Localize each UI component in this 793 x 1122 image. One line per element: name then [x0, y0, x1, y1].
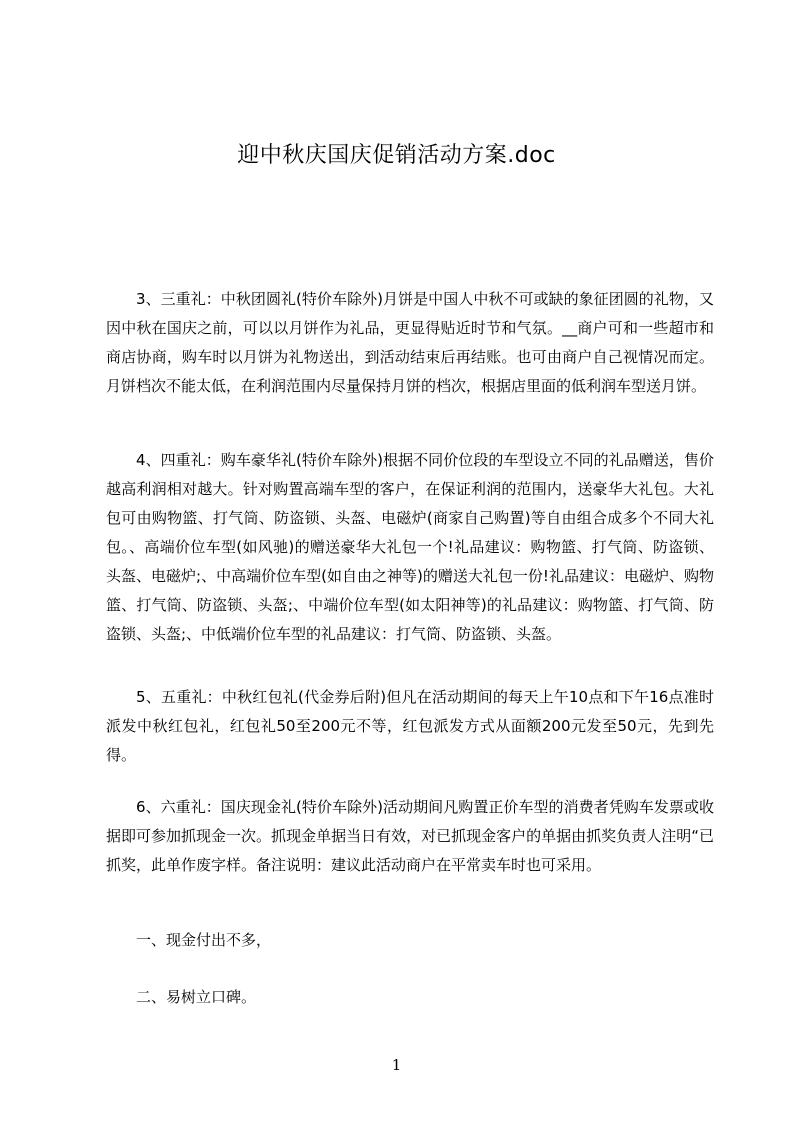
paragraph-four-gifts: 4、四重礼：购车豪华礼(特价车除外)根据不同价位段的车型设立不同的礼品赠送，售价越高利润相对越大。针对购置高端车型的客户，在保证利润的范围内，送豪华大礼包。大礼包可由购物篮、打气筒、防盗锁、头盔、电磁炉(商家自己购置)等自由组合成多个不同大礼包。、高端价位车型(如风驰)的赠送豪华大礼包一个!礼品建议：购物篮、打气筒、防盗锁、头盔、电磁炉;、中高端价位车型(如自由之神等)的赠送大礼包一份!礼品建议：电磁炉、购物篮、打气筒、防盗锁、头盔;、中端价位车型(如太阳神等)的礼品建议：购物篮、打气筒、防盗锁、头盔;、中低端价位车型的礼品建议：打气筒、防盗锁、头盔。: [106, 451, 714, 643]
page-number: 1: [391, 1056, 402, 1074]
paragraph-point-two: 二、易树立口碑。: [136, 988, 257, 1006]
document-title: 迎中秋庆国庆促销活动方案.doc: [237, 143, 556, 168]
paragraph-six-gifts: 6、六重礼：国庆现金礼(特价车除外)活动期间凡购置正价车型的消费者凭购车发票或收据即可参加抓现金一次。抓现金单据当日有效，对已抓现金客户的单据由抓奖负责人注明“已抓奖，此单作废字样。备注说明：建议此活动商户在平常卖车时也可采用。: [106, 798, 714, 874]
paragraph-point-one: 一、现金付出不多，: [136, 931, 272, 949]
paragraph-five-gifts: 5、五重礼：中秋红包礼(代金券后附)但凡在活动期间的每天上午10点和下午16点准时派发中秋红包礼，红包礼50至200元不等，红包派发方式从面额200元发至50元，先到先得。: [106, 688, 714, 764]
paragraph-three-gifts: 3、三重礼：中秋团圆礼(特价车除外)月饼是中国人中秋不可或缺的象征团圆的礼物，又因中秋在国庆之前，可以以月饼作为礼品，更显得贴近时节和气氛。__商户可和一些超市和商店协商，购车时以月饼为礼物送出，到活动结束后再结账。也可由商户自己视情况而定。月饼档次不能太低，在利润范围内尽量保持月饼的档次，根据店里面的低利润车型送月饼。: [106, 290, 714, 395]
